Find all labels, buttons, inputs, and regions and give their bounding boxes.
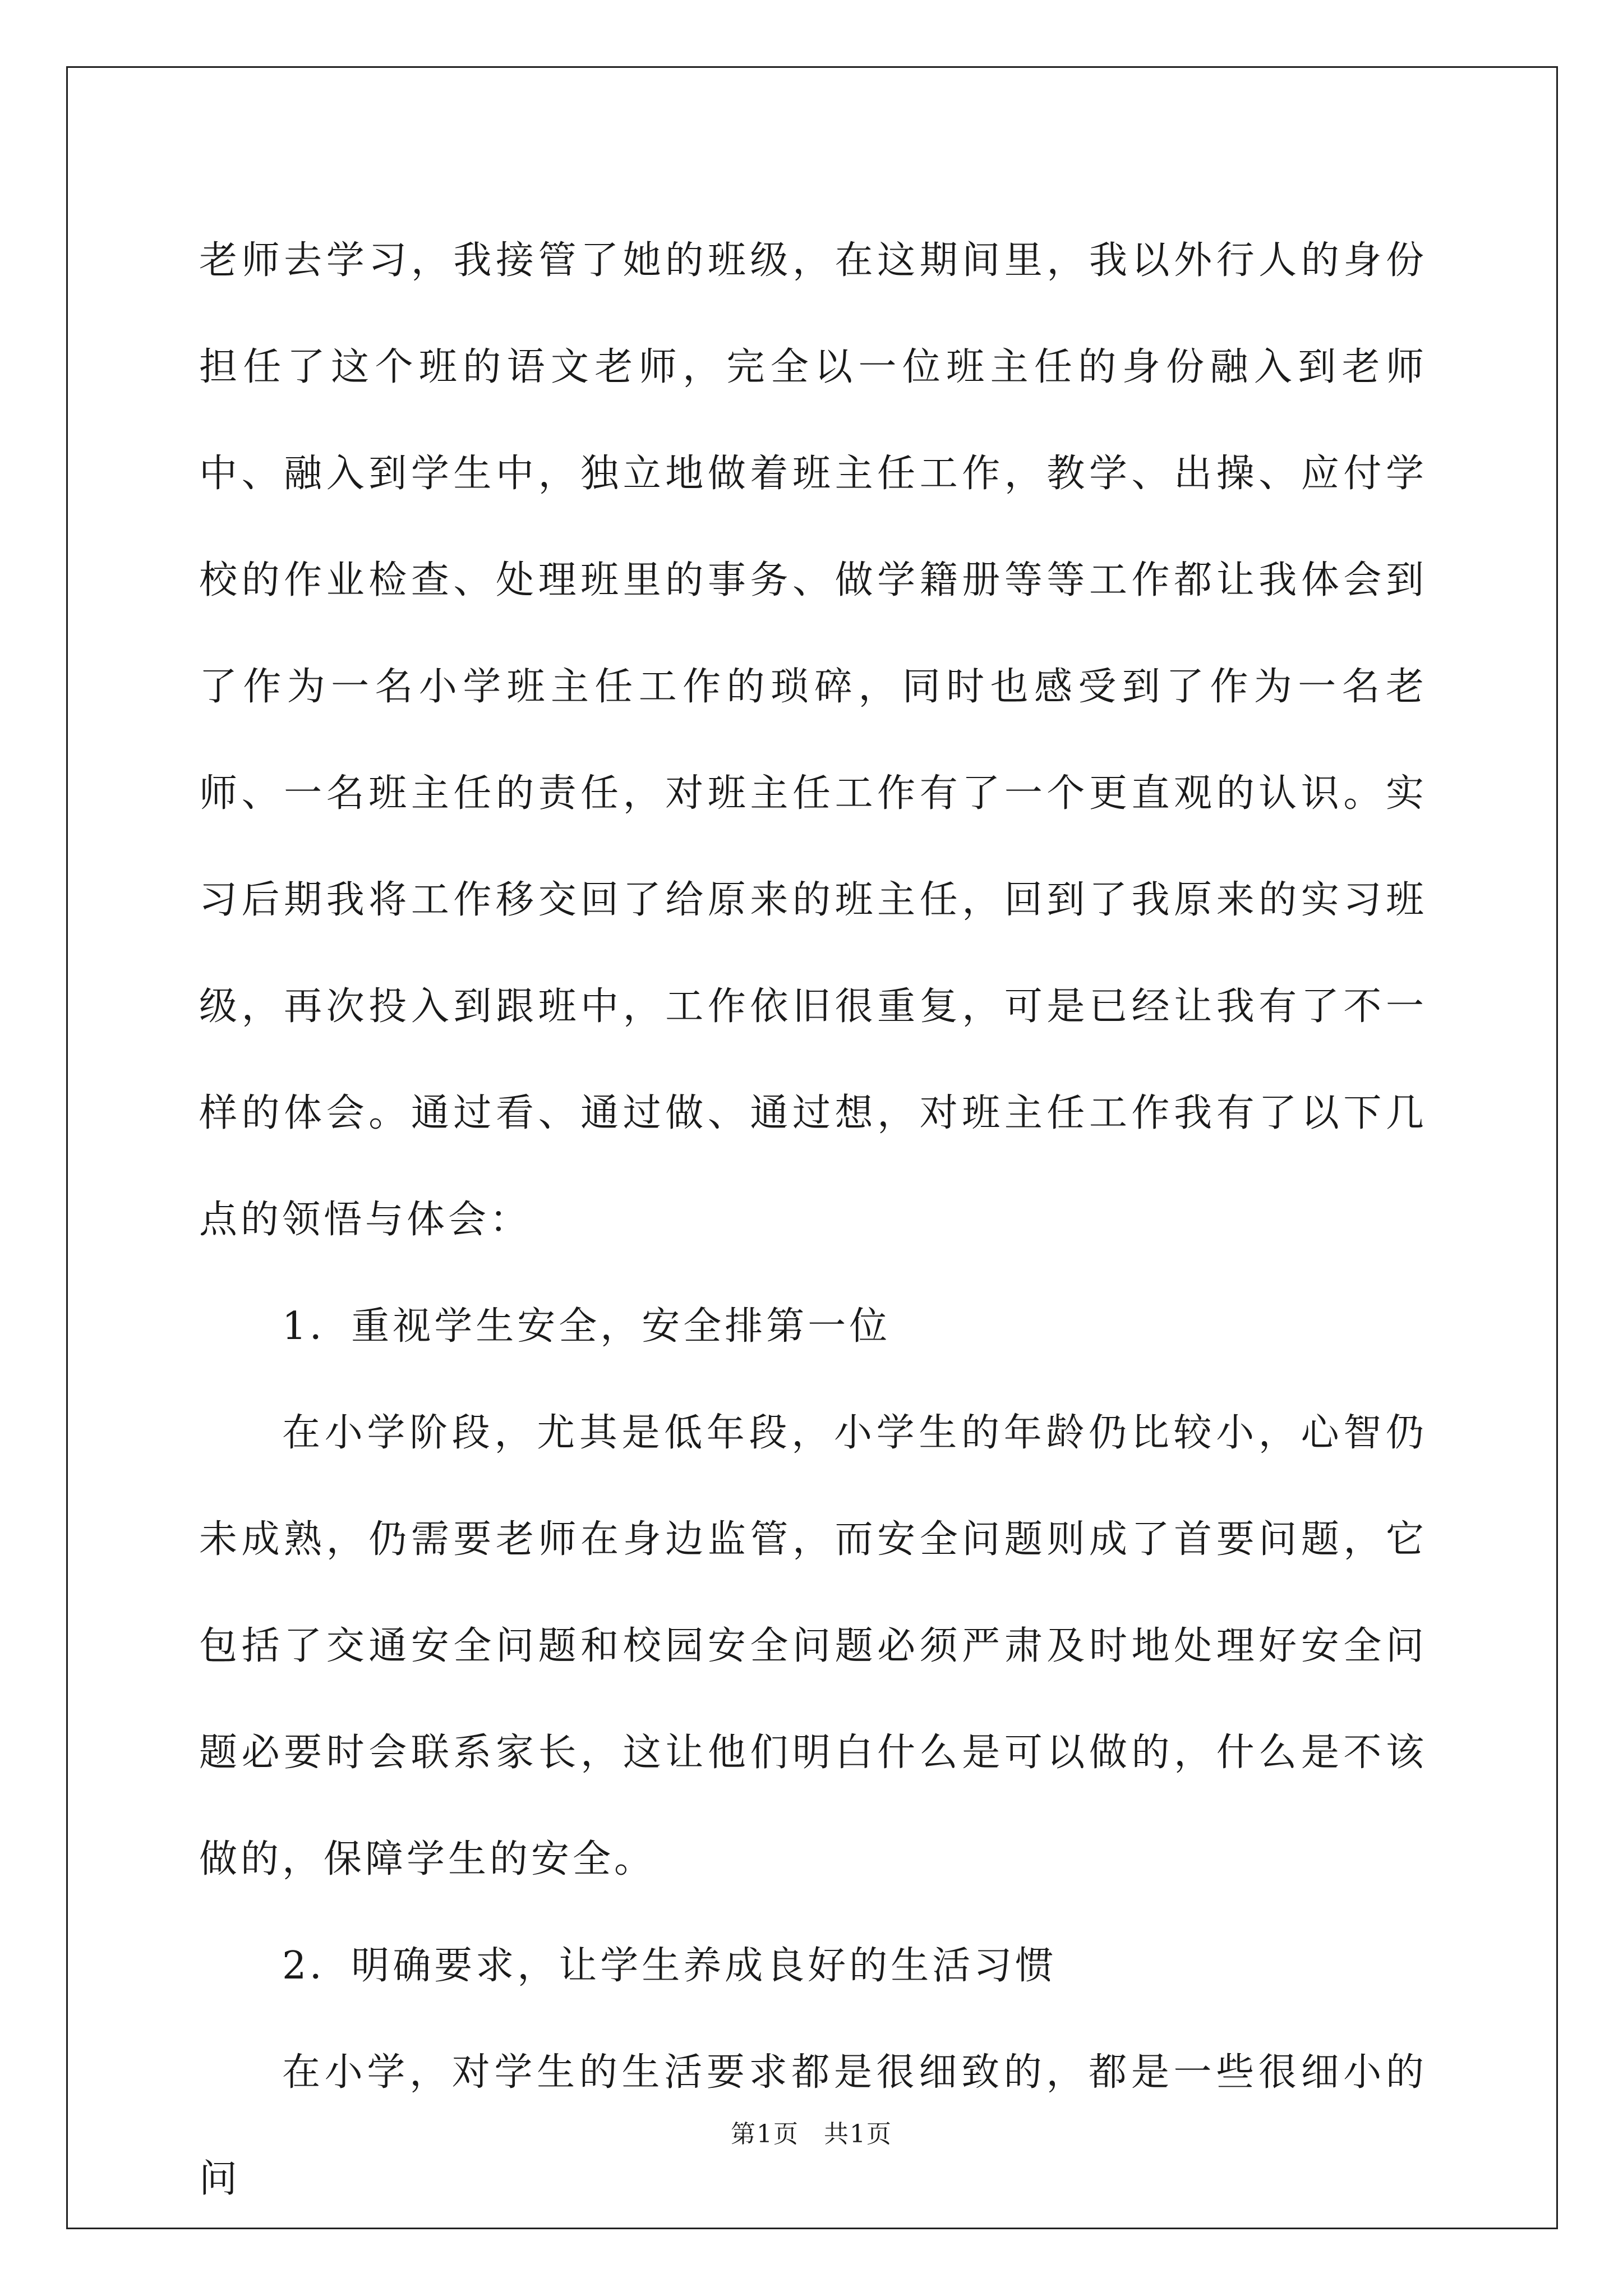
paragraph-intro: 老师去学习，我接管了她的班级，在这期间里，我以外行人的身份担任了这个班的语文老师，完全以一位班主任的身份融入到老师中、融入到学生中，独立地做着班主任工作，教学、出操、应付学校的作业检查、处理班里的事务、做学籍册等等工作都让我体会到了作为一名小学班主任工作的琐碎，同时也感受到了作为一名老师、一名班主任的责任，对班主任工作有了一个更直观的认识。实习后期我将工作移交回了给原来的班主任，回到了我原来的实习班级，再次投入到跟班中，工作依旧很重复，可是已经让我有了不一样的体会。通过看、通过做、通过想，对班主任工作我有了以下几点的领悟与体会： (199, 238, 1427, 1242)
heading-safety: 1．重视学生安全，安全排第一位 (282, 1304, 891, 1349)
page-total: 共1页 (824, 2120, 892, 2148)
heading-habits: 2．明确要求，让学生养成良好的生活习惯 (282, 1944, 1057, 1988)
page-footer (0, 2114, 1623, 2150)
page-number: 第1页 (731, 2120, 799, 2148)
document-body (199, 208, 1427, 2233)
paragraph-safety: 在小学阶段，尤其是低年段，小学生的年龄仍比较小，心智仍未成熟，仍需要老师在身边监管，而安全问题则成了首要问题，它包括了交通安全问题和校园安全问题必须严肃及时地处理好安全问题必要时会联系家长，这让他们明白什么是可以做的，什么是不该做的，保障学生的安全。 (199, 1411, 1427, 1881)
paragraph-habits: 在小学，对学生的生活要求都是很细致的，都是一些很细小的问 (199, 2050, 1427, 2201)
